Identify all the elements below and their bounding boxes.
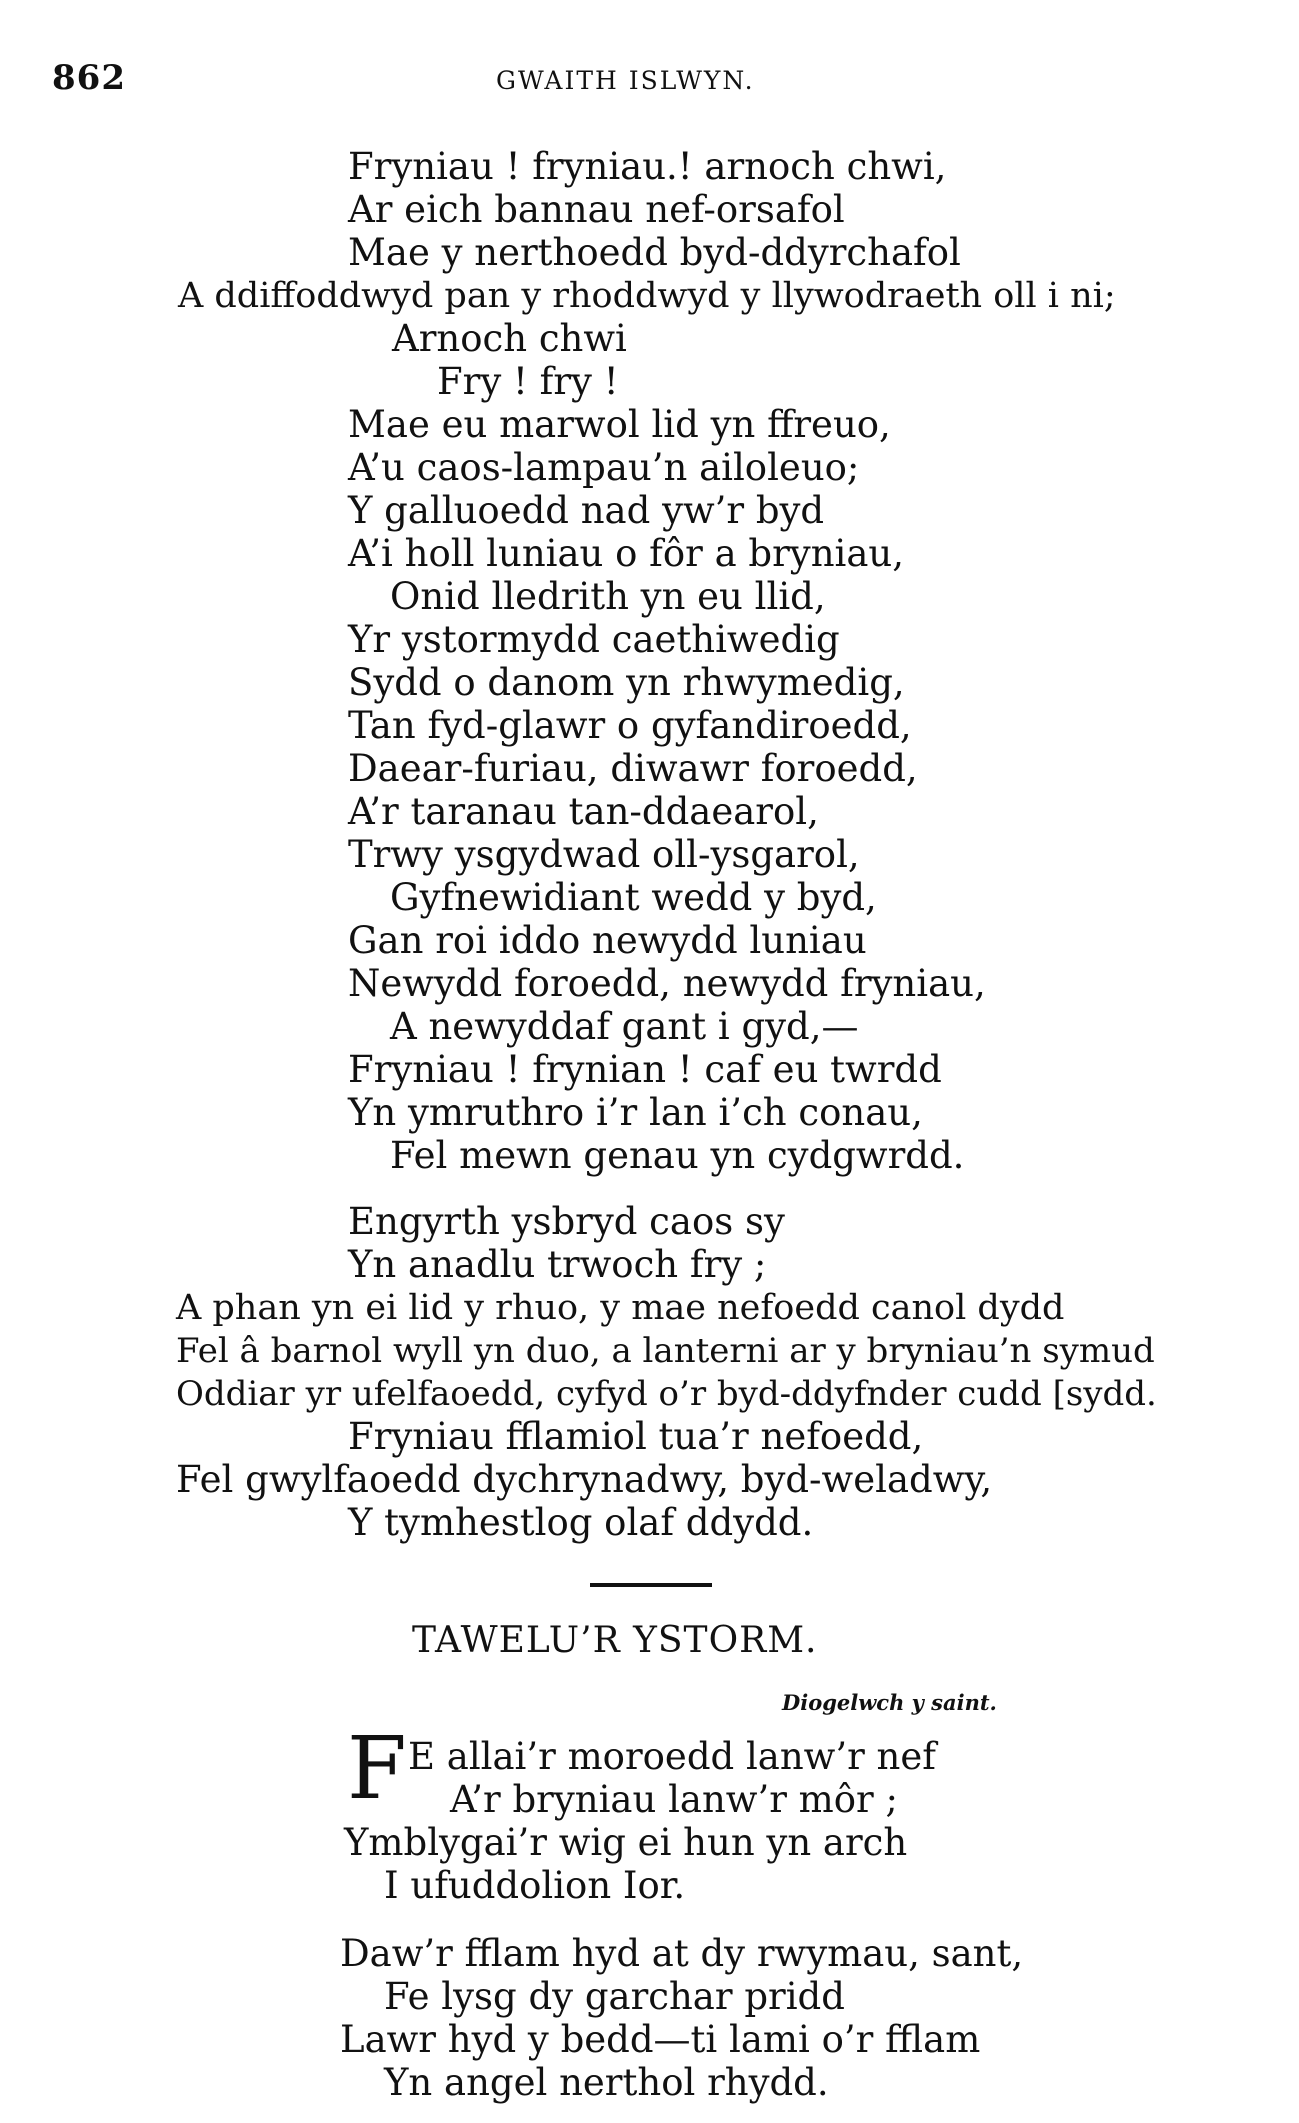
poem-line: Fel mewn genau yn cydgwrdd. bbox=[390, 1134, 965, 1177]
poem-line: A’i holl luniau o fôr a bryniau, bbox=[348, 532, 905, 575]
poem-line: A’u caos-lampau’n ailoleuo; bbox=[348, 446, 860, 489]
poem-line: Fryniau ! frynian ! caf eu twrdd bbox=[348, 1048, 942, 1091]
section-title: TAWELU’R YSTORM. bbox=[412, 1620, 818, 1661]
poem-line: Yn ymruthro i’r lan i’ch conau, bbox=[348, 1091, 923, 1134]
page-number: 862 bbox=[52, 58, 126, 98]
poem-line: Arnoch chwi bbox=[392, 317, 627, 360]
poem-line: Daear-furiau, diwawr foroedd, bbox=[348, 747, 918, 790]
poem-line: Fryniau ! fryniau.! arnoch chwi, bbox=[348, 145, 947, 188]
section-divider bbox=[590, 1583, 712, 1587]
poem-line: Y tymhestlog olaf ddydd. bbox=[348, 1501, 814, 1544]
hymn-line: Ymblygai’r wig ei hun yn arch bbox=[344, 1821, 908, 1864]
running-title: GWAITH ISLWYN. bbox=[496, 66, 755, 95]
poem-line: Newydd foroedd, newydd fryniau, bbox=[348, 962, 986, 1005]
poem-line: Yr ystormydd caethiwedig bbox=[348, 618, 840, 661]
poem-line: Fel â barnol wyll yn duo, a lanterni ar y bryniau’n symud bbox=[176, 1331, 1155, 1371]
poem-line: Mae y nerthoedd byd-ddyrchafol bbox=[348, 231, 961, 274]
hymn-line: I ufuddolion Ior. bbox=[384, 1864, 686, 1907]
poem-line: A’r taranau tan-ddaearol, bbox=[348, 790, 819, 833]
poem-line: Onid lledrith yn eu llid, bbox=[390, 575, 826, 618]
poem-line: Fryniau fflamiol tua’r nefoedd, bbox=[348, 1415, 924, 1458]
drop-cap: F bbox=[347, 1719, 407, 1819]
poem-line: Engyrth ysbryd caos sy bbox=[348, 1200, 785, 1243]
tune-name: Diogelwch y saint. bbox=[782, 1690, 997, 1715]
poem-line: Sydd o danom yn rhwymedig, bbox=[348, 661, 905, 704]
poem-line: Fry ! fry ! bbox=[437, 360, 619, 403]
hymn-line: Fe lysg dy garchar pridd bbox=[384, 1975, 845, 2018]
page-header bbox=[0, 58, 1299, 108]
poem-line: Fel gwylfaoedd dychrynadwy, byd-weladwy, bbox=[176, 1458, 993, 1501]
poem-line: Trwy ysgydwad oll-ysgarol, bbox=[348, 833, 860, 876]
hymn-line: A’r bryniau lanw’r môr ; bbox=[450, 1778, 898, 1821]
hymn-line: E allai’r moroedd lanw’r nef bbox=[408, 1735, 936, 1778]
poem-line: A phan yn ei lid y rhuo, y mae nefoedd canol dydd bbox=[176, 1288, 1065, 1328]
poem-line: Y galluoedd nad yw’r byd bbox=[348, 489, 825, 532]
poem-line: Gyfnewidiant wedd y byd, bbox=[390, 876, 877, 919]
hymn-line: Yn angel nerthol rhydd. bbox=[384, 2061, 829, 2104]
poem-line: Oddiar yr ufelfaoedd, cyfyd o’r byd-ddyfnder cudd [sydd. bbox=[176, 1374, 1157, 1414]
poem-line: A ddiffoddwyd pan y rhoddwyd y llywodraeth oll i ni; bbox=[178, 276, 1116, 316]
hymn-line: Lawr hyd y bedd—ti lami o’r fflam bbox=[340, 2018, 981, 2061]
poem-line: Gan roi iddo newydd luniau bbox=[348, 919, 867, 962]
poem-line: Mae eu marwol lid yn ffreuo, bbox=[348, 403, 891, 446]
poem-line: Yn anadlu trwoch fry ; bbox=[348, 1243, 767, 1286]
poem-line: A newyddaf gant i gyd,— bbox=[390, 1005, 859, 1048]
hymn-line: Daw’r fflam hyd at dy rwymau, sant, bbox=[340, 1932, 1024, 1975]
poem-line: Tan fyd-glawr o gyfandiroedd, bbox=[348, 704, 912, 747]
poem-line: Ar eich bannau nef-orsafol bbox=[348, 188, 845, 231]
